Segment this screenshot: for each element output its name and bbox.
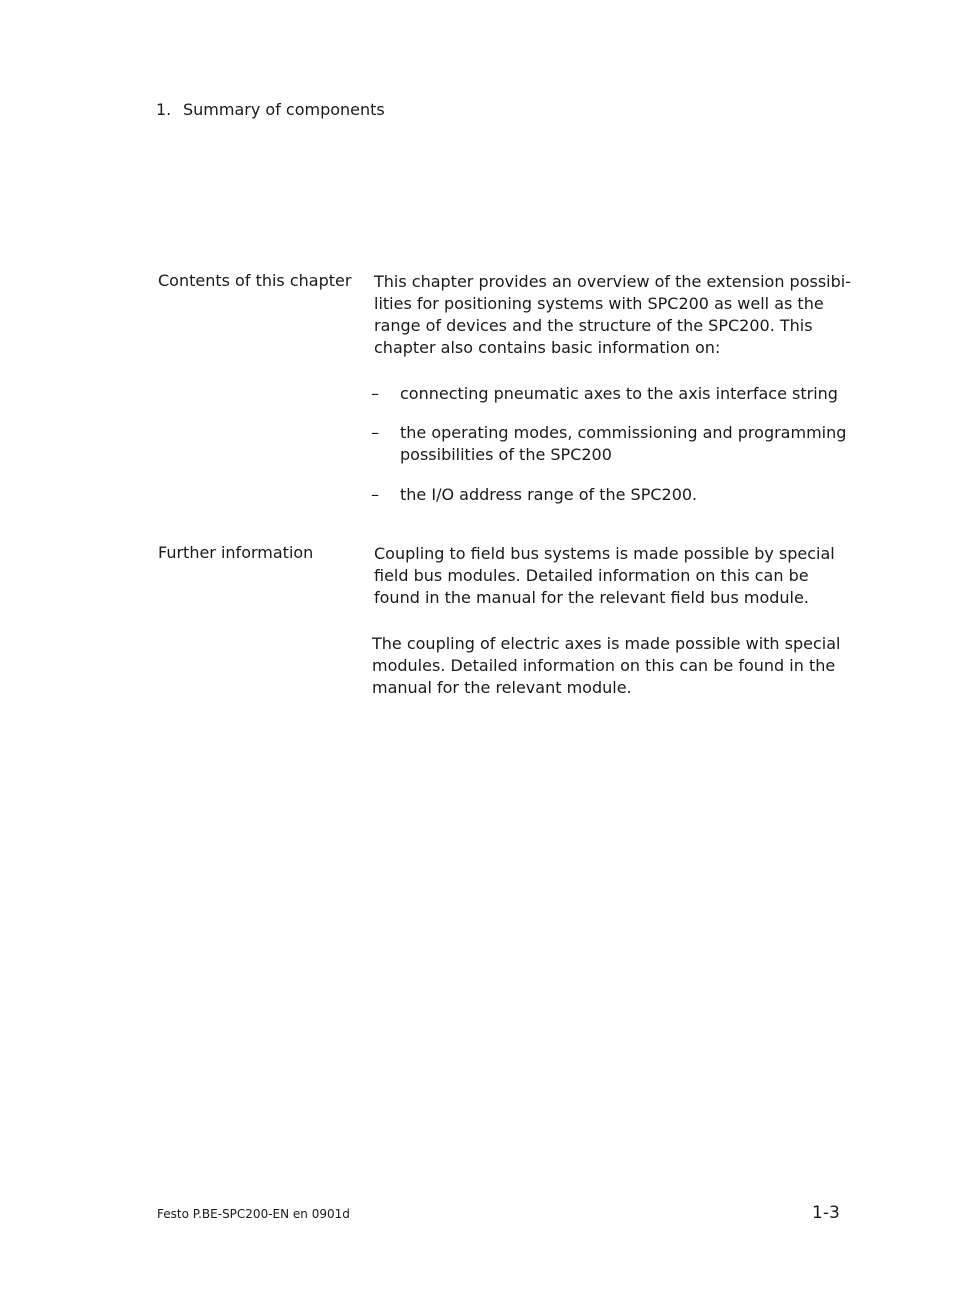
paragraph-line: Coupling to field bus systems is made possible by special [374,544,835,563]
bullet-line: the operating modes, commissioning and programming [400,423,847,442]
chapter-title: Summary of components [183,100,385,119]
side-label-further: Further information [158,543,314,562]
footer-document-id: Festo P.BE-SPC200-EN en 0901d [157,1207,350,1221]
paragraph-line: This chapter provides an overview of the extension possibi- [374,272,851,291]
further-paragraph-2 [372,633,842,699]
bullet-dash: – [371,423,379,442]
page-number: 1-3 [812,1203,840,1223]
bullet-text [400,484,697,506]
contents-paragraph [374,271,851,359]
bullet-line: the I/O address range of the SPC200. [400,485,698,504]
chapter-header [156,100,385,119]
paragraph-line: The coupling of electric axes is made possible with special [372,634,841,653]
paragraph-line: manual for the relevant module. [372,678,632,697]
paragraph-line: lities for positioning systems with SPC200 as well as the [374,294,824,313]
further-paragraph-1 [374,543,844,609]
paragraph-line: field bus modules. Detailed information on this can be [374,566,809,585]
bullet-dash: – [371,485,379,504]
chapter-number: 1. [156,100,172,119]
paragraph-line: found in the manual for the relevant field bus module. [374,588,809,607]
bullet-text [400,422,846,466]
paragraph-line: chapter also contains basic information on: [374,338,721,357]
side-label-contents: Contents of this chapter [158,271,352,290]
paragraph-line: range of devices and the structure of the SPC200. This [374,316,813,335]
bullet-line: possibilities of the SPC200 [400,445,612,464]
paragraph-line: modules. Detailed information on this can be found in the [372,656,836,675]
bullet-dash: – [371,384,379,403]
bullet-line: connecting pneumatic axes to the axis interface string [400,384,838,403]
bullet-text [400,383,838,405]
